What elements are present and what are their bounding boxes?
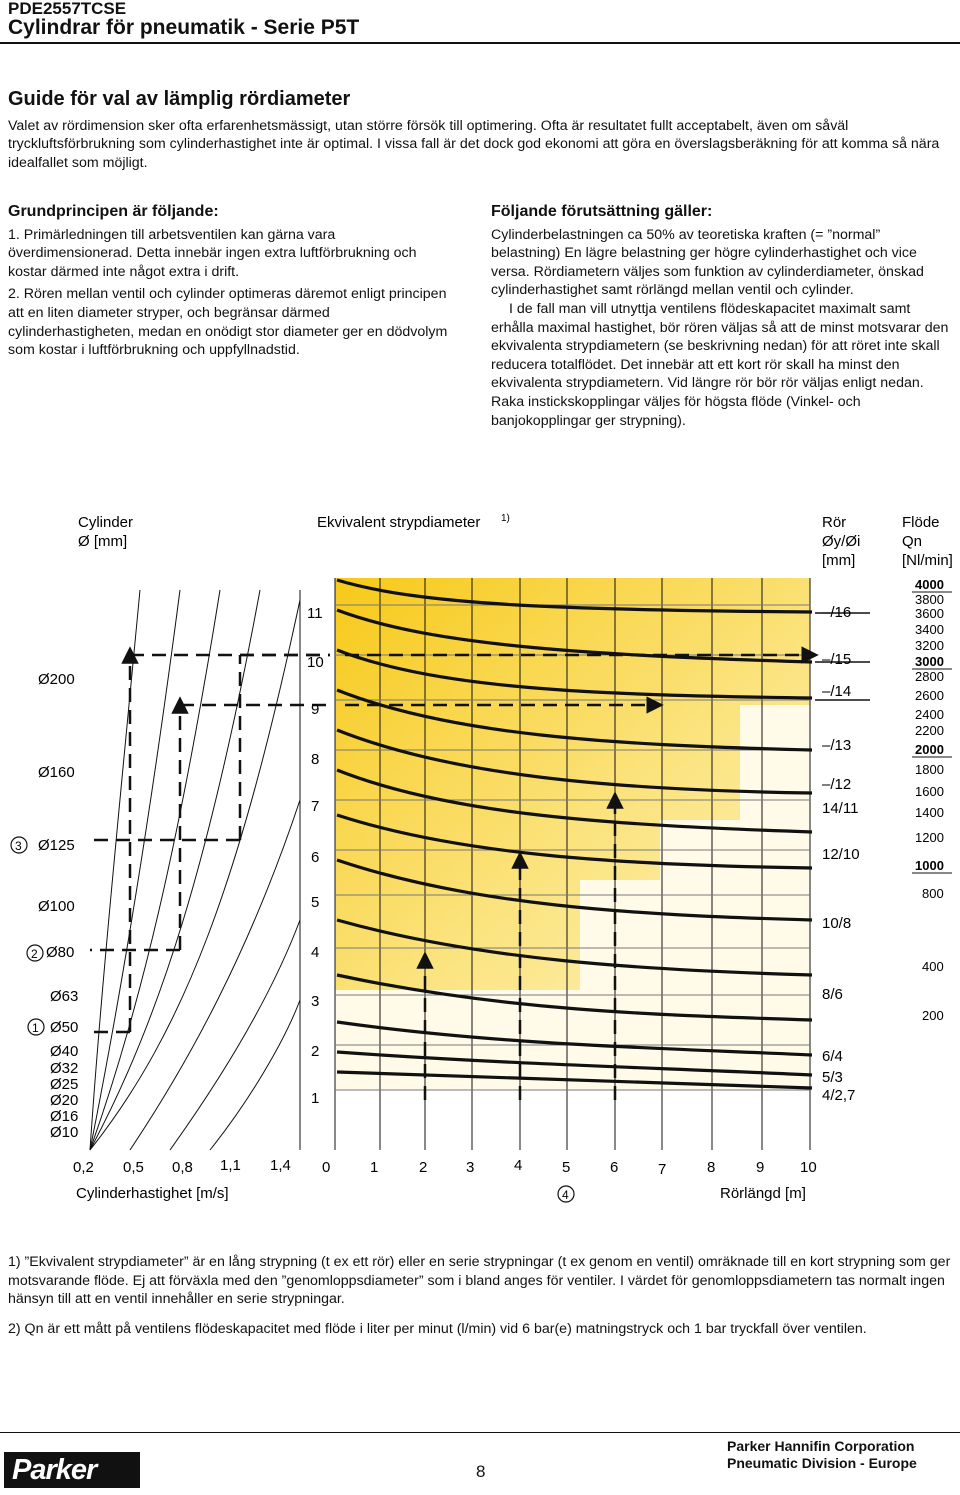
- cyl-label: Ø63: [50, 988, 79, 1005]
- flow-value: 2800: [915, 669, 944, 684]
- pipe-selection-nomogram: [0, 505, 960, 1210]
- cylinder-title: Cylinder: [78, 514, 134, 531]
- equiv-value: 1: [311, 1090, 320, 1107]
- right-column: [491, 203, 951, 430]
- svg-text:4: 4: [562, 1188, 569, 1202]
- equiv-value: 4: [311, 944, 320, 961]
- equiv-value: 11: [307, 605, 323, 622]
- page-number: 8: [476, 1462, 486, 1481]
- pipe-label: –/13: [822, 737, 852, 754]
- equiv-value: 2: [311, 1043, 320, 1060]
- pipe-label: –/14: [822, 683, 852, 700]
- length-tick: 10: [800, 1159, 817, 1176]
- left-heading: Grundprincipen är följande:: [8, 203, 219, 220]
- speed-tick: 1,1: [220, 1157, 241, 1174]
- cyl-label: Ø25: [50, 1076, 79, 1093]
- intro-paragraph: Valet av rördimension sker ofta erfarenhetsmässigt, utan större försök till optimering. Ofta är resultatet fullt acceptabelt, även om såväl tryckluftsförbrukning som cylinderhastighet inte är optimal. I vissa fall är det dock god ekonomi att göra en överslagsberäkning för att komma så nära idealfallet som möjligt.: [8, 118, 940, 171]
- footer-rule: [0, 1432, 960, 1433]
- svg-text:1: 1: [32, 1021, 39, 1035]
- left-column: [8, 203, 458, 360]
- speed-axis-label: Cylinderhastighet [m/s]: [76, 1185, 229, 1202]
- flow-value: 1000: [915, 858, 944, 873]
- right-heading: Följande förutsättning gäller:: [491, 203, 713, 220]
- equiv-value: 10: [307, 654, 324, 671]
- flow-unit: [Nl/min]: [902, 552, 953, 569]
- footnote-1: 1) ”Ekvivalent strypdiameter” är en lång strypning (t ex ett rör) eller en serie strypningar (t ex genom en ventil) omräknade till en kort strypning som ger motsvarande flöde. Ej att förväxla med den ”genomloppsdiameter” som i bland anges för ventiler. I värdet för genomloppsdiametern tas normalt ingen hänsyn till att en ventil innehåller en serie strypningar.: [8, 1254, 951, 1308]
- speed-tick: 0,5: [123, 1159, 144, 1176]
- cyl-label: Ø20: [50, 1092, 79, 1109]
- equiv-value: 5: [311, 894, 320, 911]
- cyl-label: Ø40: [50, 1043, 79, 1060]
- length-ticks: [322, 1157, 817, 1178]
- equiv-value: 3: [311, 993, 320, 1010]
- pipe-label: 14/11: [822, 800, 859, 817]
- length-tick: 5: [562, 1159, 571, 1176]
- section-title: Guide för val av lämplig rördiameter: [8, 88, 351, 110]
- length-tick: 1: [370, 1159, 379, 1176]
- pipe-labels: [822, 604, 860, 1104]
- document-title: Cylindrar för pneumatik - Serie P5T: [8, 16, 360, 39]
- flow-value: 1400: [915, 805, 944, 820]
- flow-value: 3400: [915, 622, 944, 637]
- flow-values: [915, 577, 944, 1023]
- flow-value: 4000: [915, 577, 944, 592]
- parker-logo: Parker: [4, 1452, 140, 1488]
- length-axis-label: Rörlängd [m]: [720, 1185, 806, 1202]
- flow-value: 2000: [915, 742, 944, 757]
- flow-value: 1800: [915, 762, 944, 777]
- flow-qn: Qn: [902, 533, 923, 550]
- flow-title: Flöde: [902, 514, 940, 531]
- document-code: PDE2557TCSE: [8, 0, 127, 18]
- svg-text:3: 3: [15, 839, 22, 853]
- equiv-value: 8: [311, 751, 320, 768]
- length-tick: 8: [707, 1159, 716, 1176]
- flow-value: 400: [922, 959, 944, 974]
- flow-value: 200: [922, 1008, 944, 1023]
- pipe-label: 4/2,7: [822, 1087, 856, 1104]
- length-tick: 9: [756, 1159, 765, 1176]
- equiv-title: Ekvivalent strypdiameter: [317, 514, 481, 531]
- flow-value: 2200: [915, 723, 944, 738]
- cyl-label: Ø200: [38, 671, 75, 688]
- speed-fan-curves: [90, 590, 300, 1150]
- equiv-value: 6: [311, 849, 320, 866]
- flow-value: 2600: [915, 688, 944, 703]
- company-name: Parker Hannifin Corporation: [727, 1438, 915, 1454]
- equiv-value: 9: [311, 701, 320, 718]
- pipe-label: –/15: [822, 651, 852, 668]
- assumption-paragraph-1: Cylinderbelastningen ca 50% av teoretiska kraften (= ”normal” belastning) En lägre belastning ger högre cylinderhastighet och vice versa. Rördiametern väljes som funktion av cylinderdiameter, önskad cylinderhastighet samt rörlängd mellan ventil och cylinder.: [491, 226, 924, 299]
- cyl-label: Ø10: [50, 1124, 79, 1141]
- pipe-label: 12/10: [822, 846, 860, 863]
- cylinder-unit: Ø [mm]: [78, 533, 128, 550]
- flow-value: 3200: [915, 638, 944, 653]
- cyl-label: Ø160: [38, 764, 75, 781]
- footnotes: [8, 1253, 953, 1349]
- flow-value: 2400: [915, 707, 944, 722]
- speed-tick: 0,8: [172, 1159, 193, 1176]
- length-tick: 7: [658, 1161, 667, 1178]
- length-tick: 2: [419, 1159, 428, 1176]
- principle-item-2: 2. Rören mellan ventil och cylinder optimeras däremot enligt principen att en liten diameter stryper, och begränsar därmed cylinderhastigheten, medan en onödigt stor diameter ger en dödvolym som kostar i luftförbrukning och uppfyllnadstid.: [8, 286, 448, 359]
- flow-value: 3000: [915, 654, 944, 669]
- pipe-title: Rör: [822, 514, 847, 531]
- equiv-value: 7: [311, 798, 320, 815]
- division-name: Pneumatic Division - Europe: [727, 1455, 917, 1471]
- principle-item-1: 1. Primärledningen till arbetsventilen kan gärna vara överdimensionerad. Detta innebär ingen extra luftförbrukning och kostar därmed inte något extra i drift.: [8, 226, 417, 280]
- cyl-label: Ø125: [38, 837, 75, 854]
- pipe-dim: Øy/Øi: [822, 533, 861, 550]
- speed-ticks: [73, 1157, 291, 1176]
- pipe-label: 5/3: [822, 1069, 843, 1086]
- equiv-values: [307, 605, 324, 1107]
- cylinder-labels: [38, 671, 78, 1141]
- flow-value: 1600: [915, 784, 944, 799]
- header-rule: [0, 42, 960, 44]
- cyl-label: Ø100: [38, 898, 75, 915]
- cyl-label: Ø16: [50, 1108, 79, 1125]
- assumption-paragraph-2: I de fall man vill utnyttja ventilens flödeskapacitet maximalt samt erhålla maximal hastighet, bör rören väljas så att de minst motsvarar den ekvivalenta strypdiametern (se beskrivning nedan) för att röret inte skall reducera totalflödet. Det innebär att ett kort rör skall ha minst den ekvivalenta strypdiametern. Vid längre rör bör rör väljas enligt nedan. Raka instickskopplingar väljes för högsta flöde (Vinkel- och banjokopplingar ger strypning).: [491, 300, 949, 429]
- pipe-label: 10/8: [822, 915, 852, 932]
- pipe-label: –/12: [822, 776, 852, 793]
- flow-value: 1200: [915, 830, 944, 845]
- flow-value: 800: [922, 886, 944, 901]
- pipe-label: –/16: [822, 604, 852, 621]
- svg-text:2: 2: [31, 947, 38, 961]
- company-info: [727, 1438, 917, 1472]
- length-tick: 0: [322, 1159, 331, 1176]
- length-tick: 3: [466, 1159, 475, 1176]
- flow-value: 3800: [915, 592, 944, 607]
- cyl-label: Ø80: [46, 944, 75, 961]
- length-tick: 4: [514, 1157, 523, 1174]
- cyl-label: Ø50: [50, 1019, 79, 1036]
- footnote-2: 2) Qn är ett mått på ventilens flödeskapacitet med flöde i liter per minut (l/min) vid 6 bar(e) matningstryck och 1 bar tryckfall över ventilen.: [8, 1320, 867, 1337]
- flow-value: 3600: [915, 606, 944, 621]
- length-tick: 6: [610, 1159, 619, 1176]
- cyl-label: Ø32: [50, 1060, 79, 1077]
- speed-tick: 1,4: [270, 1157, 291, 1174]
- pipe-label: 6/4: [822, 1048, 843, 1065]
- pipe-label: 8/6: [822, 986, 843, 1003]
- speed-tick: 0,2: [73, 1159, 94, 1176]
- equiv-sup: 1): [501, 513, 510, 524]
- pipe-unit: [mm]: [822, 552, 856, 569]
